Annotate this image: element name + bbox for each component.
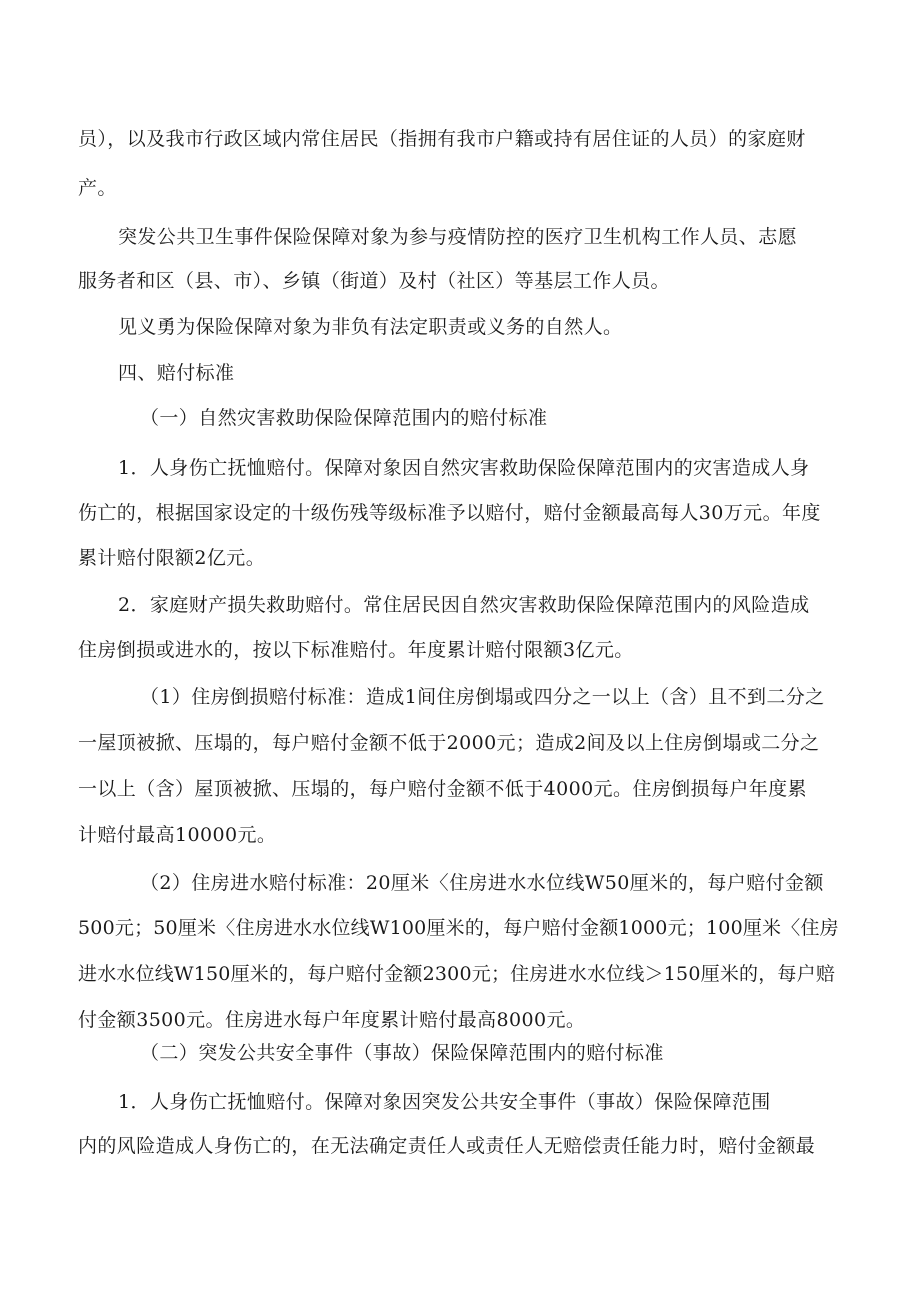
text-line-14: 一屋顶被掀、压塌的，每户赔付金额不低于2000元；造成2间及以上住房倒塌或二分之 [78,732,820,754]
text-line-5: 见义勇为保险保障对象为非负有法定职责或义务的自然人。 [118,316,623,338]
text-line-18: 500元；50厘米〈住房进水水位线W100厘米的，每户赔付金额1000元；100厘米〈住房 [78,917,839,939]
text-line-16: 计赔付最高10000元。 [78,824,277,846]
text-line-20: 付金额3500元。住房进水每户年度累计赔付最高8000元。 [78,1009,586,1031]
text-line-23: 内的风险造成人身伤亡的，在无法确定责任人或责任人无赔偿责任能力时，赔付金额最 [78,1135,816,1157]
text-line-19: 进水水位线W150厘米的，每户赔付金额2300元；住房进水水位线＞150厘米的，每户赔 [78,963,836,985]
subsection-heading-2: （二）突发公共安全事件（事故）保险保障范围内的赔付标准 [140,1042,664,1064]
text-line-3: 突发公共卫生事件保险保障对象为参与疫情防控的医疗卫生机构工作人员、志愿 [118,226,798,248]
text-line-17: （2）住房进水赔付标准：20厘米〈住房进水水位线W50厘米的，每户赔付金额 [140,872,824,894]
text-line-2: 产。 [78,177,117,199]
text-line-1: 员），以及我市行政区域内常住居民（指拥有我市户籍或持有居住证的人员）的家庭财 [78,128,806,150]
text-line-10: 累计赔付限额2亿元。 [78,547,266,569]
text-line-11: 2．家庭财产损失救助赔付。常住居民因自然灾害救助保险保障范围内的风险造成 [118,594,810,616]
text-line-9: 伤亡的，根据国家设定的十级伤残等级标准予以赔付，赔付金额最高每人30万元。年度 [78,502,821,524]
text-line-12: 住房倒损或进水的，按以下标准赔付。年度累计赔付限额3亿元。 [78,639,634,661]
text-line-8: 1．人身伤亡抚恤赔付。保障对象因自然灾害救助保险保障范围内的灾害造成人身 [118,457,810,479]
text-line-13: （1）住房倒损赔付标准：造成1间住房倒塌或四分之一以上（含）且不到二分之 [140,686,825,708]
section-heading-4: 四、赔付标准 [118,362,235,384]
subsection-heading-1: （一）自然灾害救助保险保障范围内的赔付标准 [140,407,548,429]
text-line-15: 一以上（含）屋顶被掀、压塌的，每户赔付金额不低于4000元。住房倒损每户年度累 [78,778,807,800]
text-line-4: 服务者和区（县、市）、乡镇（街道）及村（社区）等基层工作人员。 [78,270,670,292]
text-line-22: 1．人身伤亡抚恤赔付。保障对象因突发公共安全事件（事故）保险保障范围 [118,1091,771,1113]
